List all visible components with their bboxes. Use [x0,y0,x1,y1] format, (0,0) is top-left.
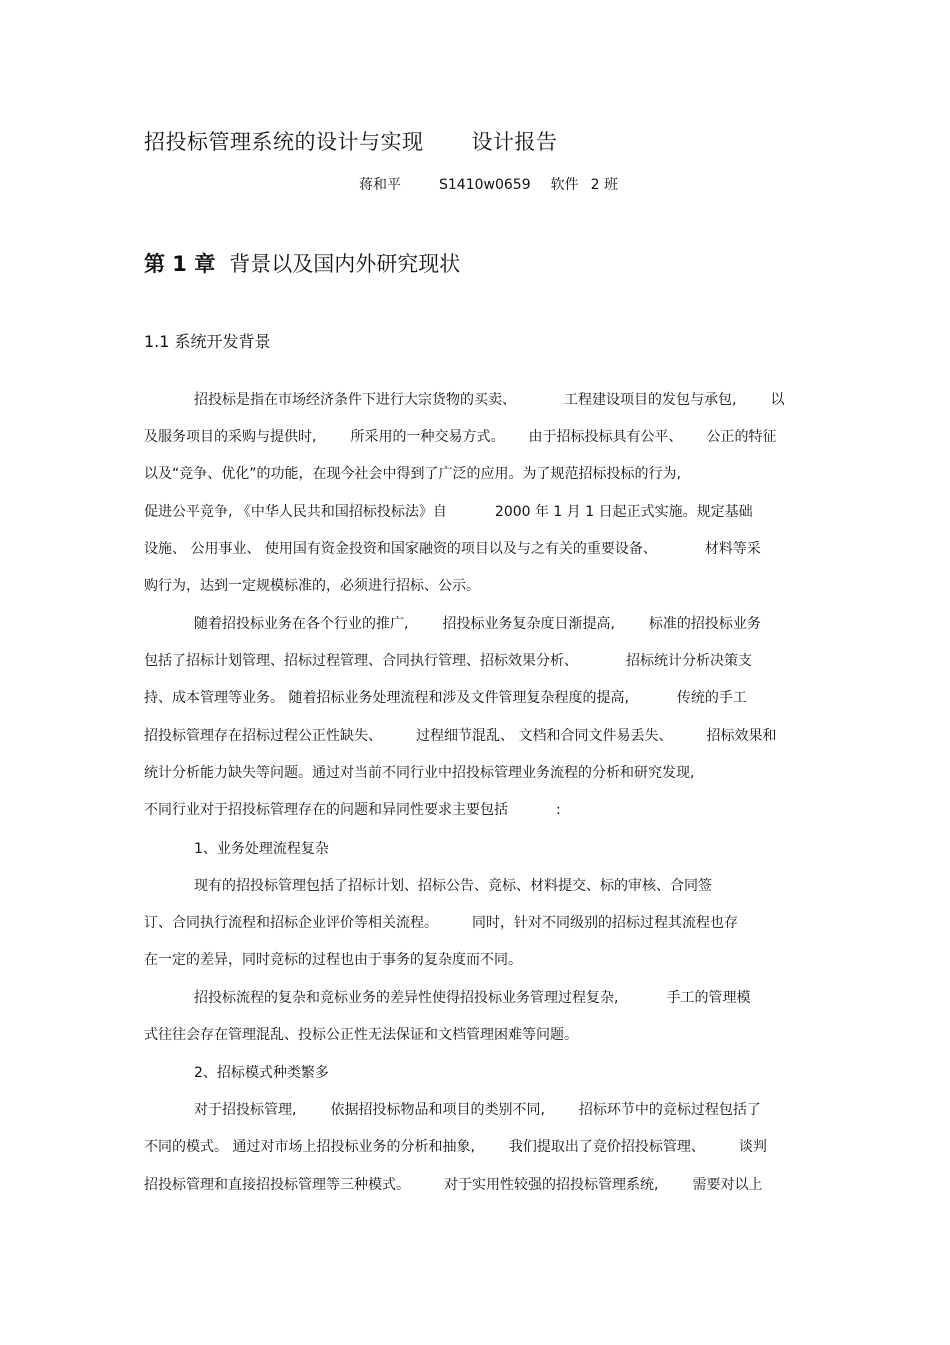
paragraph-line [144,1175,762,1195]
text-span: 需要对以上 [692,1177,763,1193]
paragraph-line [144,427,776,447]
text-span: 式往往会存在管理混乱、投标公正性无法保证和文档管理困难等问题。 [144,1027,578,1043]
text-span: 招投标流程的复杂和竞标业务的差异性使得招投标业务管理过程复杂, [194,990,619,1006]
text-span: 2000 年 1 月 1 日起正式实施。规定基础 [494,504,753,520]
text-span: 依据招投标物品和项目的类别不同, [330,1102,545,1118]
paragraph-line [144,539,761,559]
text-span: 订、合同执行流程和招标企业评价等相关流程。 [144,915,438,931]
text-span: 公正的特征 [706,429,777,445]
text-span: 对于招投标管理, [194,1102,297,1118]
paragraph-line [144,688,747,708]
paragraph-line [194,988,750,1008]
text-span: 招投标管理存在招标过程公正性缺失、 [144,728,382,744]
author-class-a: 软件 [550,177,579,193]
text-span: 过程细节混乱、 文档和合同文件易丢失、 [416,728,673,744]
text-span: 购行为，达到一定规模标准的，必须进行招标、公示。 [144,578,480,594]
paragraph-line [194,839,329,859]
paragraph-line [144,502,753,522]
text-span: 招投标管理和直接招投标管理等三种模式。 [144,1177,410,1193]
author-class-b: 2 班 [590,177,618,193]
text-span: 招投标业务复杂度日渐提高, [442,616,615,632]
text-span: 招标效果和 [706,728,777,744]
text-span: 现有的招投标管理包括了招标计划、招标公告、竞标、材料提交、标的审核、合同签 [194,878,712,894]
paragraph-line [144,763,694,783]
paragraph-line [144,464,681,484]
text-span: 招标统计分析决策支 [626,653,752,669]
text-span: 同时，针对不同级别的招标过程其流程也存 [472,915,738,931]
text-span: 传统的手工 [676,690,747,706]
text-span: 材料等采 [704,541,761,557]
text-span: 工程建设项目的发包与承包, [564,392,737,408]
text-span: 1、业务处理流程复杂 [194,841,329,857]
section-heading: 1.1 系统开发背景 [144,332,271,351]
paragraph-line [144,726,776,746]
paragraph-line [144,1137,767,1157]
text-span: 统计分析能力缺失等问题。通过对当前不同行业中招投标管理业务流程的分析和研究发现, [144,765,695,781]
text-span: : [556,802,561,818]
text-span: 随着招投标业务在各个行业的推广, [194,616,409,632]
chapter-title: 背景以及国内外研究现状 [229,252,461,276]
text-span: 手工的管理模 [666,990,751,1006]
text-span: 在一定的差异，同时竞标的过程也由于事务的复杂度而不同。 [144,952,522,968]
paragraph-line [144,800,561,820]
text-span: 谈判 [738,1139,767,1155]
author-name: 蒋和平 [359,177,401,193]
text-span: 设施、 公用事业、 使用国有资金投资和国家融资的项目以及与之有关的重要设备、 [144,541,657,557]
page-title [144,126,558,156]
paragraph-line [194,1063,329,1083]
paragraph-line [194,390,784,410]
text-span: 对于实用性较强的招投标管理系统, [444,1177,659,1193]
paragraph-line [144,950,522,970]
title-main: 招投标管理系统的设计与实现 [144,130,424,154]
title-sub: 设计报告 [471,130,558,154]
text-span: 我们提取出了竞价招投标管理、 [508,1139,705,1155]
text-span: 包括了招标计划管理、招标过程管理、合同执行管理、招标效果分析、 [144,653,578,669]
paragraph-line [194,1100,761,1120]
text-span: 招投标是指在市场经济条件下进行大宗货物的买卖、 [194,392,516,408]
paragraph-line [144,651,752,671]
paragraph-line [144,913,738,933]
text-span: 由于招标投标具有公平、 [528,429,683,445]
text-span: 以及“竞争、优化”的功能，在现今社会中得到了广泛的应用。为了规范招标投标的行为, [144,466,681,482]
text-span: 不同的模式。 通过对市场上招投标业务的分析和抽象, [144,1139,475,1155]
paragraph-line [144,1025,578,1045]
author-line [359,174,618,194]
chapter-number: 第 1 章 [144,252,216,276]
text-span: 促进公平竞争, 《中华人民共和国招标投标法》自 [144,504,447,520]
text-span: 招标环节中的竞标过程包括了 [578,1102,761,1118]
author-id: S1410w0659 [439,177,531,193]
text-span: 持、成本管理等业务。 随着招标业务处理流程和涉及文件管理复杂程度的提高, [144,690,629,706]
paragraph-line [194,614,761,634]
text-span: 所采用的一种交易方式。 [350,429,505,445]
paragraph-line [194,876,712,896]
text-span: 2、招标模式种类繁多 [194,1065,329,1081]
text-span: 不同行业对于招投标管理存在的问题和异同性要求主要包括 [144,802,508,818]
chapter-heading [144,248,460,278]
paragraph-line [144,576,480,596]
text-span: 标准的招投标业务 [648,616,761,632]
text-span: 及服务项目的采购与提供时, [144,429,317,445]
text-span: 以 [770,392,785,408]
